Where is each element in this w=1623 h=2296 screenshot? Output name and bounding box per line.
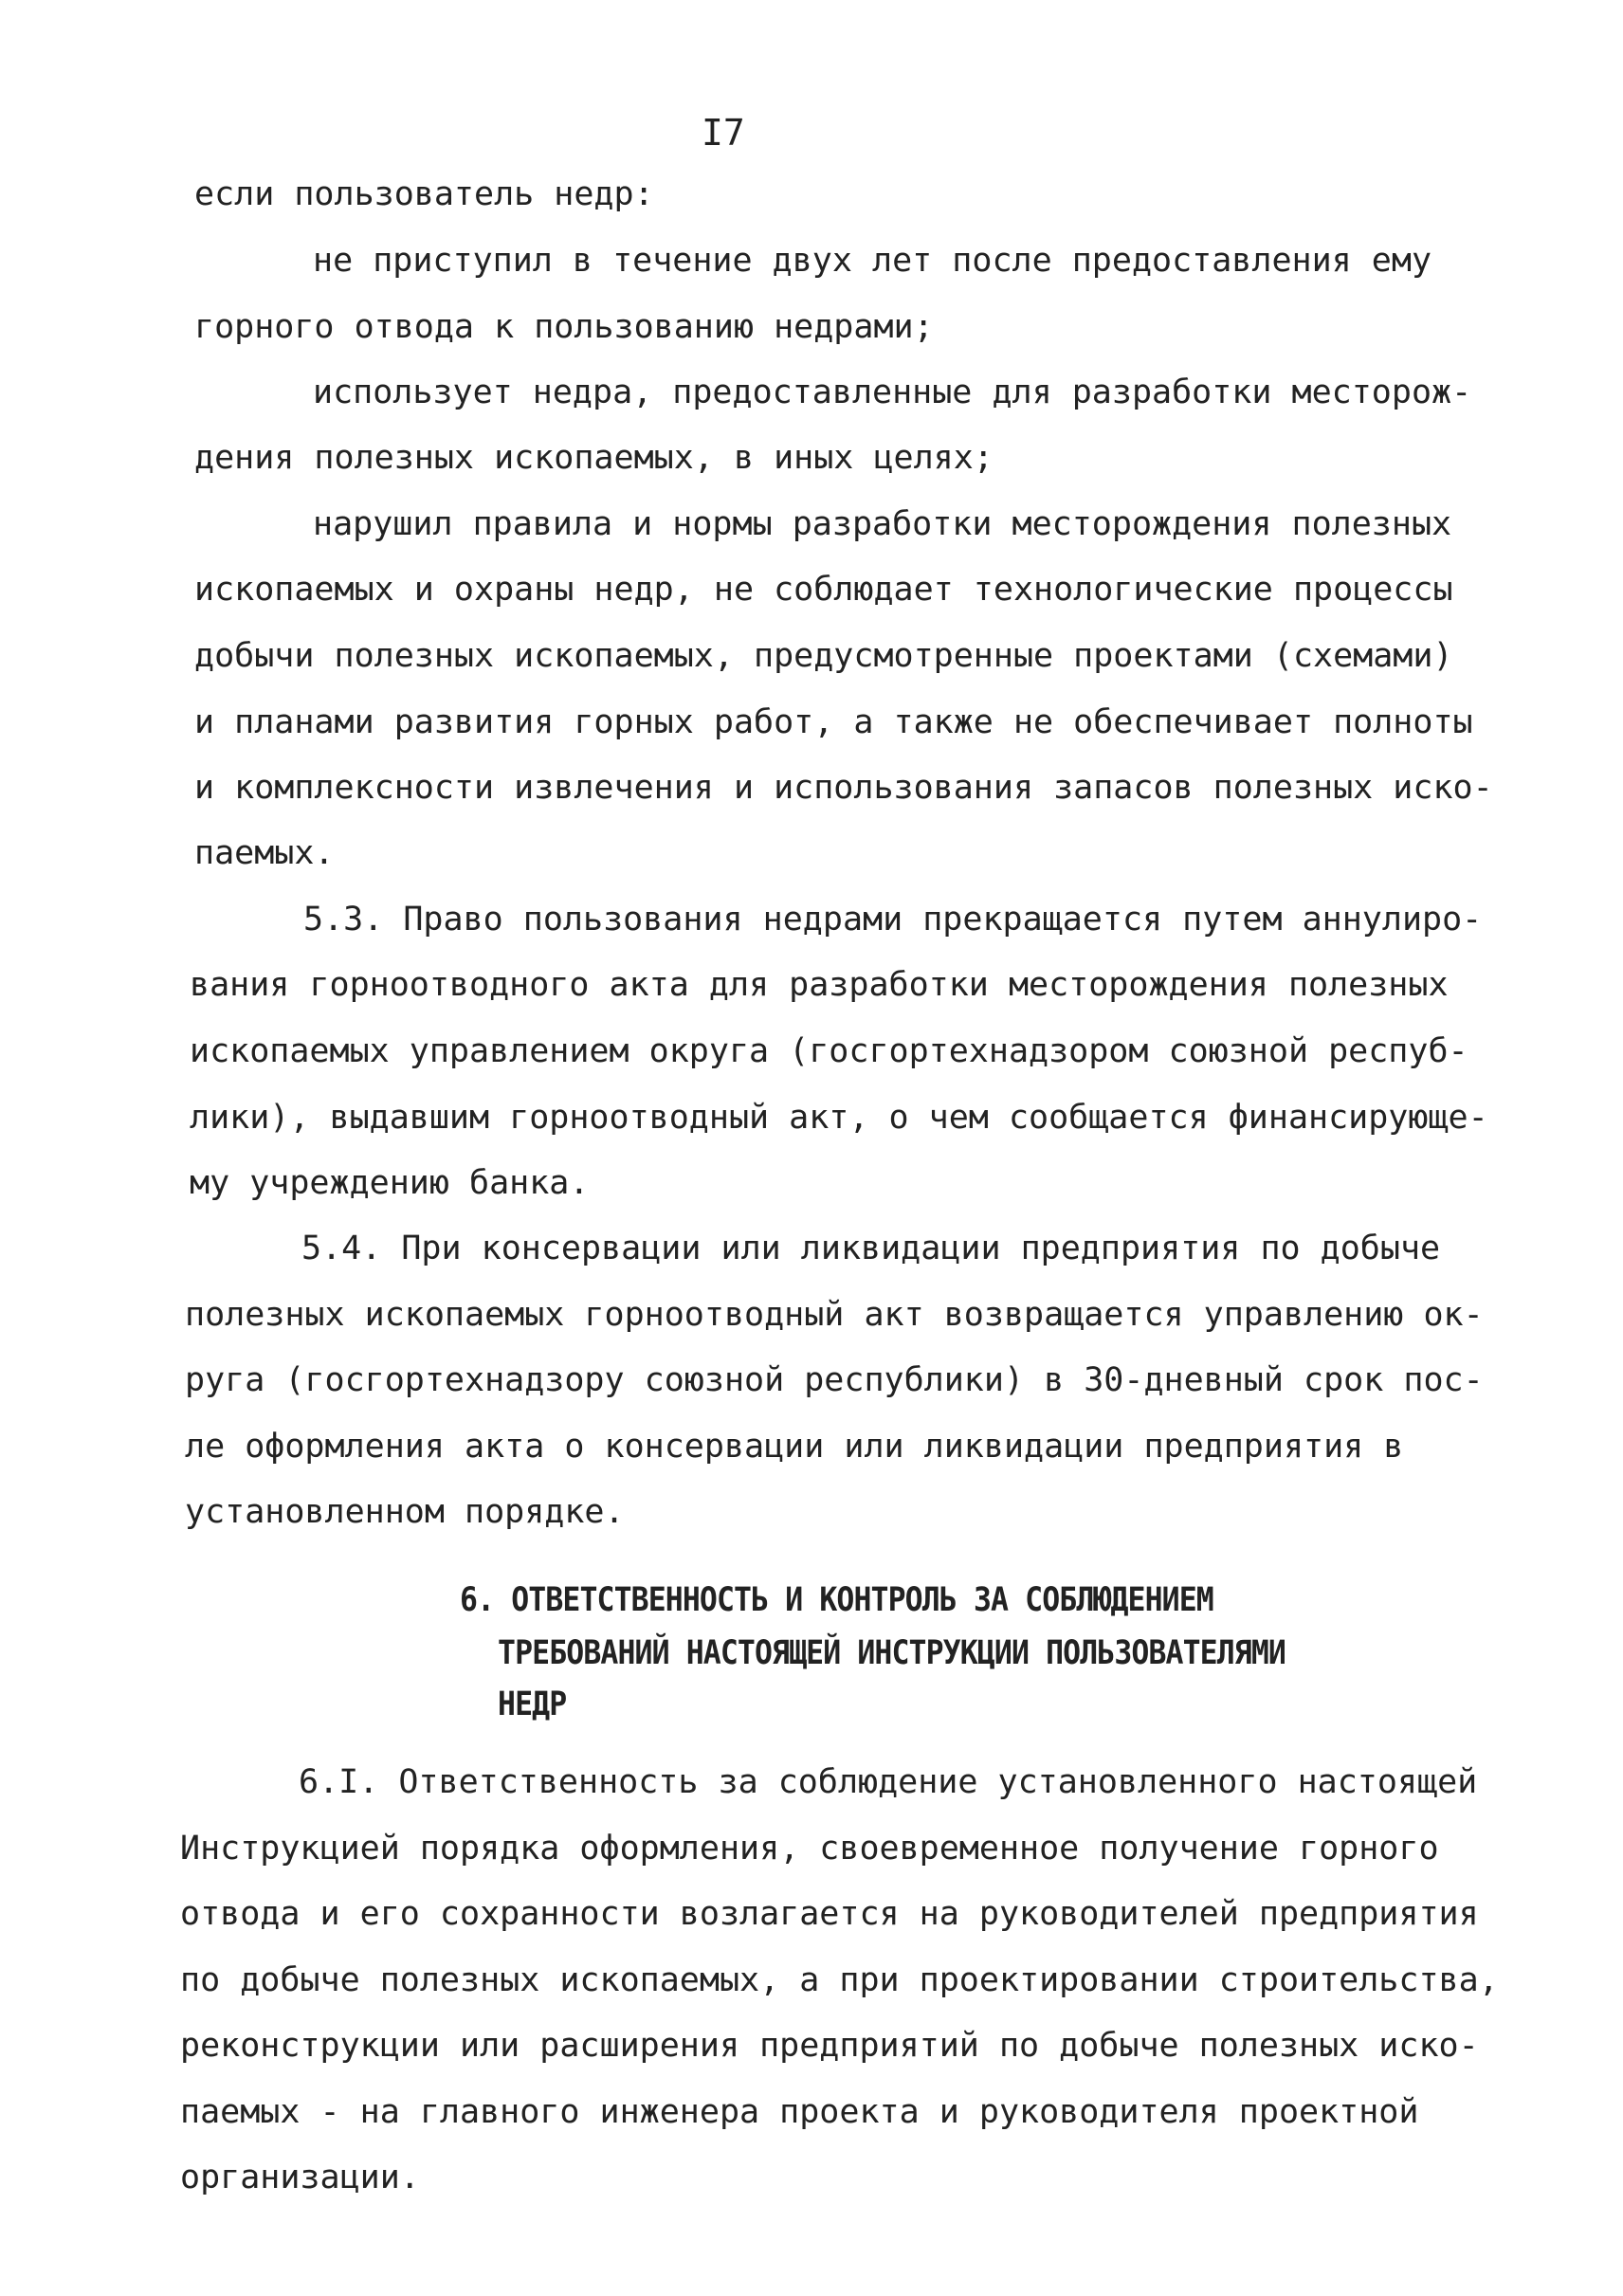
text-line: и планами развития горных работ, а также не обеспечивает полноты bbox=[194, 703, 1473, 741]
text-line: если пользователь недр: bbox=[194, 175, 654, 213]
text-line: горного отвода к пользованию недрами; bbox=[194, 308, 934, 346]
text-line: ископаемых и охраны недр, не соблюдает технологические процессы bbox=[194, 571, 1453, 609]
text-line: не приступил в течение двух лет после предоставления ему bbox=[313, 242, 1432, 280]
text-line: использует недра, предоставленные для разработки месторож- bbox=[313, 374, 1472, 411]
text-line: ископаемых управлением округа (госгортехнадзором союзной респуб- bbox=[190, 1032, 1468, 1070]
text-line: установленном порядке. bbox=[185, 1493, 625, 1531]
text-line: организации. bbox=[180, 2159, 420, 2196]
text-line: ле оформления акта о консервации или ликвидации предприятия в bbox=[185, 1428, 1404, 1466]
section-heading-line: 6. ОТВЕТСТВЕННОСТЬ И КОНТРОЛЬ ЗА СОБЛЮДЕНИЕМ bbox=[460, 1581, 1213, 1619]
text-line: дения полезных ископаемых, в иных целях; bbox=[194, 439, 994, 477]
text-line: 5.3. Право пользования недрами прекращается путем аннулиро- bbox=[303, 901, 1483, 938]
text-line: лики), выдавшим горноотводный акт, о чем сообщается финансирующе- bbox=[190, 1099, 1488, 1137]
text-line: паемых. bbox=[194, 834, 335, 872]
section-heading-line: НЕДР bbox=[498, 1686, 567, 1723]
text-line: нарушил правила и нормы разработки месторождения полезных bbox=[313, 505, 1452, 543]
text-line: му учреждению банка. bbox=[190, 1164, 590, 1202]
text-line: полезных ископаемых горноотводный акт возвращается управлению ок- bbox=[185, 1296, 1484, 1334]
text-line: отвода и его сохранности возлагается на руководителей предприятия bbox=[180, 1895, 1479, 1933]
page-number: I7 bbox=[702, 112, 745, 154]
text-line: 6.I. Ответственность за соблюдение установленного настоящей bbox=[299, 1763, 1478, 1801]
text-line: реконструкции или расширения предприятий по добыче полезных иско- bbox=[180, 2027, 1479, 2065]
text-line: вания горноотводного акта для разработки месторождения полезных bbox=[190, 966, 1449, 1004]
text-line: 5.4. При консервации или ликвидации предприятия по добыче bbox=[301, 1230, 1441, 1267]
text-line: по добыче полезных ископаемых, а при проектировании строительства, bbox=[180, 1961, 1499, 1999]
text-line: паемых - на главного инженера проекта и руководителя проектной bbox=[180, 2093, 1419, 2131]
text-line: руга (госгортехнадзору союзной республики) в 30-дневный срок пос- bbox=[185, 1361, 1484, 1399]
section-heading-line: ТРЕБОВАНИЙ НАСТОЯЩЕЙ ИНСТРУКЦИИ ПОЛЬЗОВАТЕЛЯМИ bbox=[498, 1634, 1286, 1672]
text-line: добычи полезных ископаемых, предусмотренные проектами (схемами) bbox=[194, 637, 1453, 675]
text-line: и комплексности извлечения и использования запасов полезных иско- bbox=[194, 769, 1493, 807]
text-line: Инструкцией порядка оформления, своевременное получение горного bbox=[180, 1830, 1439, 1868]
